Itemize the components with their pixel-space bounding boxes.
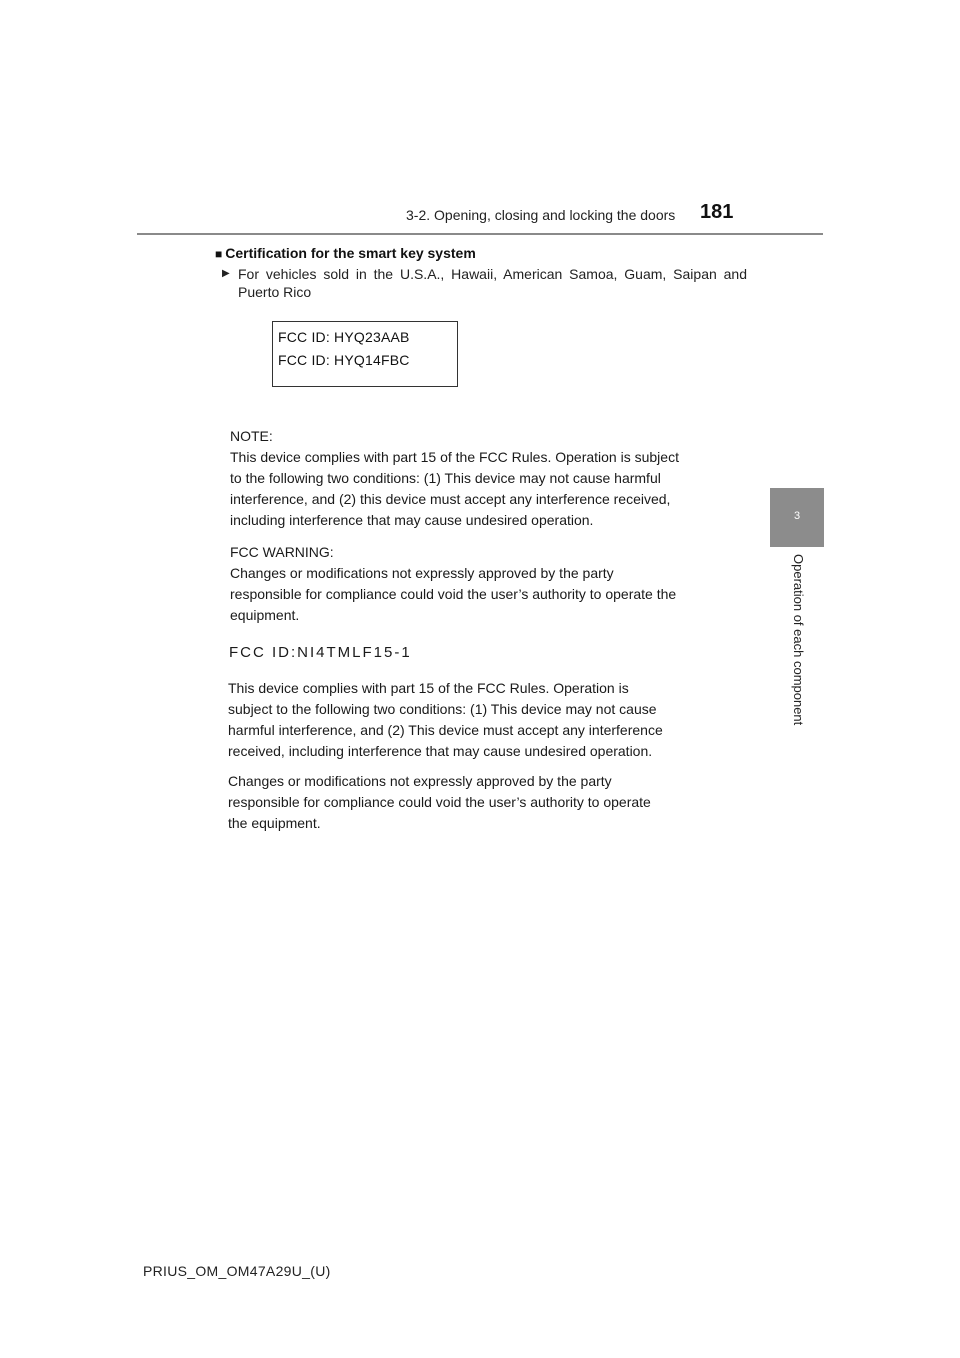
square-bullet-icon: ■ [215,247,223,261]
changes-line: responsible for compliance could void the user’s authority to operate [228,794,651,810]
note-line: This device complies with part 15 of the FCC Rules. Operation is subject [230,449,679,465]
footer-doc-code: PRIUS_OM_OM47A29U_(U) [143,1263,331,1279]
fcc-id-line-1: FCC ID: HYQ23AAB [278,329,410,345]
fcc-id-2: FCC ID:NI4TMLF15-1 [229,644,412,661]
section-heading [215,245,476,261]
triangle-bullet-icon: ▶ [222,268,230,279]
page-number: 181 [700,201,734,223]
note-block [230,426,742,531]
compliance-line: subject to the following two conditions: (1) This device may not cause [228,701,657,717]
chapter-tab [770,488,824,547]
changes-line: the equipment. [228,815,321,831]
bullet-text: For vehicles sold in the U.S.A., Hawaii, American Samoa, Guam, Saipan and Puerto Rico [238,266,747,300]
warning-line: equipment. [230,607,300,623]
changes-line: Changes or modifications not expressly approved by the party [228,773,612,789]
warning-title: FCC WARNING: [230,544,334,560]
compliance-block [228,678,742,762]
compliance-line: This device complies with part 15 of the FCC Rules. Operation is [228,680,629,696]
fcc-id-line-2: FCC ID: HYQ14FBC [278,352,410,368]
warning-line: Changes or modifications not expressly approved by the party [230,565,614,581]
note-line: to the following two conditions: (1) This device may not cause harmful [230,470,661,486]
warning-line: responsible for compliance could void the user’s authority to operate the [230,586,677,602]
compliance-line: harmful interference, and (2) This device must accept any interference [228,722,663,738]
chapter-number: 3 [793,510,801,522]
fcc-id-box [272,321,458,387]
note-line: including interference that may cause undesired operation. [230,512,594,528]
header-divider [137,233,823,235]
fcc-label-image [222,426,742,846]
section-heading-text: Certification for the smart key system [225,245,476,261]
chapter-label: Operation of each component [791,554,806,726]
warning-block [230,542,742,626]
section-title: 3-2. Opening, closing and locking the doors [406,207,676,223]
bullet-item [222,265,747,301]
note-line: interference, and (2) this device must accept any interference received, [230,491,671,507]
note-title: NOTE: [230,428,273,444]
changes-block [228,771,742,834]
compliance-line: received, including interference that may cause undesired operation. [228,743,653,759]
